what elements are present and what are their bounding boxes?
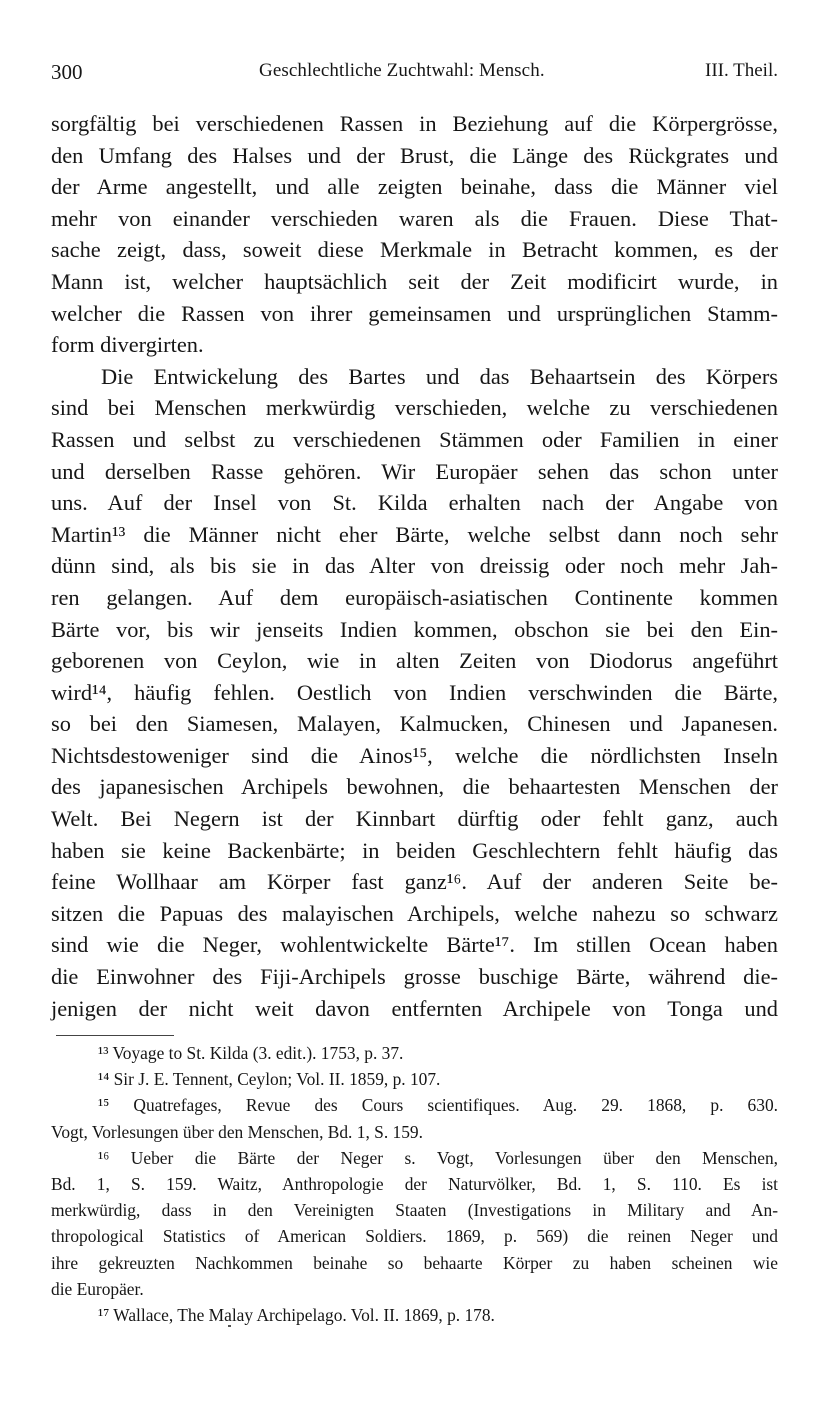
text-line: welcher die Rassen von ihrer gemeinsamen und ursprünglichen Stamm- <box>51 300 778 326</box>
running-title: Geschlechtliche Zuchtwahl: Mensch. <box>259 60 545 81</box>
text-line: die Einwohner des Fiji-Archipels grosse buschige Bärte, während die- <box>51 964 778 990</box>
text-line: dünn sind, als bis sie in das Alter von dreissig oder noch mehr Jah- <box>51 553 778 579</box>
footnote-line: die Europäer. <box>51 1278 144 1299</box>
footnote-line: ¹⁵ Quatrefages, Revue des Cours scientifiques. Aug. 29. 1868, p. 630. <box>98 1095 778 1116</box>
text-line: jenigen der nicht weit davon entfernten Archipele von Tonga und <box>51 995 778 1021</box>
footnote-line: merkwürdig, dass in den Vereinigten Staaten (Investigations in Military and An- <box>51 1200 778 1221</box>
paragraph-first-line: Die Entwickelung des Bartes und das Behaartsein des Körpers <box>101 363 778 389</box>
text-line: uns. Auf der Insel von St. Kilda erhalten nach der Angabe von <box>51 490 778 516</box>
text-line: sache zeigt, dass, soweit diese Merkmale in Betracht kommen, es der <box>51 237 778 263</box>
footnote-line: ¹⁷ Wallace, The Malay Archipelago. Vol. II. 1869, p. 178. <box>98 1304 495 1325</box>
text-line: sorgfältig bei verschiedenen Rassen in Beziehung auf die Körpergrösse, <box>51 111 778 136</box>
text-line: mehr von einander verschieden waren als die Frauen. Diese That- <box>51 205 778 231</box>
footnote-line: thropological Statistics of American Soldiers. 1869, p. 569) die reinen Neger und <box>51 1226 778 1247</box>
footnote-line: Vogt, Vorlesungen über den Menschen, Bd. 1, S. 159. <box>51 1121 423 1142</box>
footnote-line: ihre gekreuzten Nachkommen beinahe so behaarte Körper zu haben scheinen wie <box>51 1252 778 1273</box>
text-line: der Arme angestellt, und alle zeigten beinahe, dass die Männer viel <box>51 174 778 200</box>
text-line: haben sie keine Backenbärte; in beiden Geschlechtern fehlt häufig das <box>51 837 778 863</box>
text-line: des japanesischen Archipels bewohnen, die behaartesten Menschen der <box>51 774 778 800</box>
page-number: 300 <box>51 60 83 84</box>
footnote-divider <box>56 1035 174 1036</box>
footnote-line: ¹⁴ Sir J. E. Tennent, Ceylon; Vol. II. 1859, p. 107. <box>98 1069 441 1090</box>
text-line: Welt. Bei Negern ist der Kinnbart dürftig oder fehlt ganz, auch <box>51 806 778 832</box>
text-line: sind wie die Neger, wohlentwickelte Bärte¹⁷. Im stillen Ocean haben <box>51 932 778 958</box>
text-line: so bei den Siamesen, Malayen, Kalmucken, Chinesen und Japanesen. <box>51 711 778 737</box>
running-header <box>51 60 778 86</box>
text-line: geborenen von Ceylon, wie in alten Zeiten von Diodorus angeführt <box>51 648 778 674</box>
text-line: und derselben Rasse gehören. Wir Europäer sehen das schon unter <box>51 458 778 484</box>
print-speck <box>228 1325 231 1327</box>
footnotes <box>51 1040 778 1328</box>
main-text <box>51 108 778 1024</box>
footnote-line: Bd. 1, S. 159. Waitz, Anthropologie der Naturvölker, Bd. 1, S. 110. Es ist <box>51 1173 778 1194</box>
text-line: Rassen und selbst zu verschiedenen Stämmen oder Familien in einer <box>51 426 778 452</box>
text-line: feine Wollhaar am Körper fast ganz¹⁶. Auf der anderen Seite be- <box>51 869 778 895</box>
text-line: Martin¹³ die Männer nicht eher Bärte, welche selbst dann noch sehr <box>51 521 778 547</box>
text-line: Nichtsdestoweniger sind die Ainos¹⁵, welche die nördlichsten Inseln <box>51 742 778 768</box>
text-line: sind bei Menschen merkwürdig verschieden, welche zu verschiedenen <box>51 395 778 421</box>
part-label: III. Theil. <box>705 60 778 81</box>
text-line: ren gelangen. Auf dem europäisch-asiatischen Continente kommen <box>51 584 778 610</box>
footnote-line: ¹³ Voyage to St. Kilda (3. edit.). 1753, p. 37. <box>98 1043 404 1063</box>
text-line: form divergirten. <box>51 332 204 358</box>
text-line: wird¹⁴, häufig fehlen. Oestlich von Indien verschwinden die Bärte, <box>51 679 778 705</box>
text-line: Mann ist, welcher hauptsächlich seit der Zeit modificirt wurde, in <box>51 268 778 294</box>
text-line: sitzen die Papuas des malayischen Archipels, welche nahezu so schwarz <box>51 900 778 926</box>
text-line: Bärte vor, bis wir jenseits Indien kommen, obschon sie bei den Ein- <box>51 616 778 642</box>
footnote-line: ¹⁶ Ueber die Bärte der Neger s. Vogt, Vorlesungen über den Menschen, <box>98 1147 778 1168</box>
text-line: den Umfang des Halses und der Brust, die Länge des Rückgrates und <box>51 142 778 168</box>
